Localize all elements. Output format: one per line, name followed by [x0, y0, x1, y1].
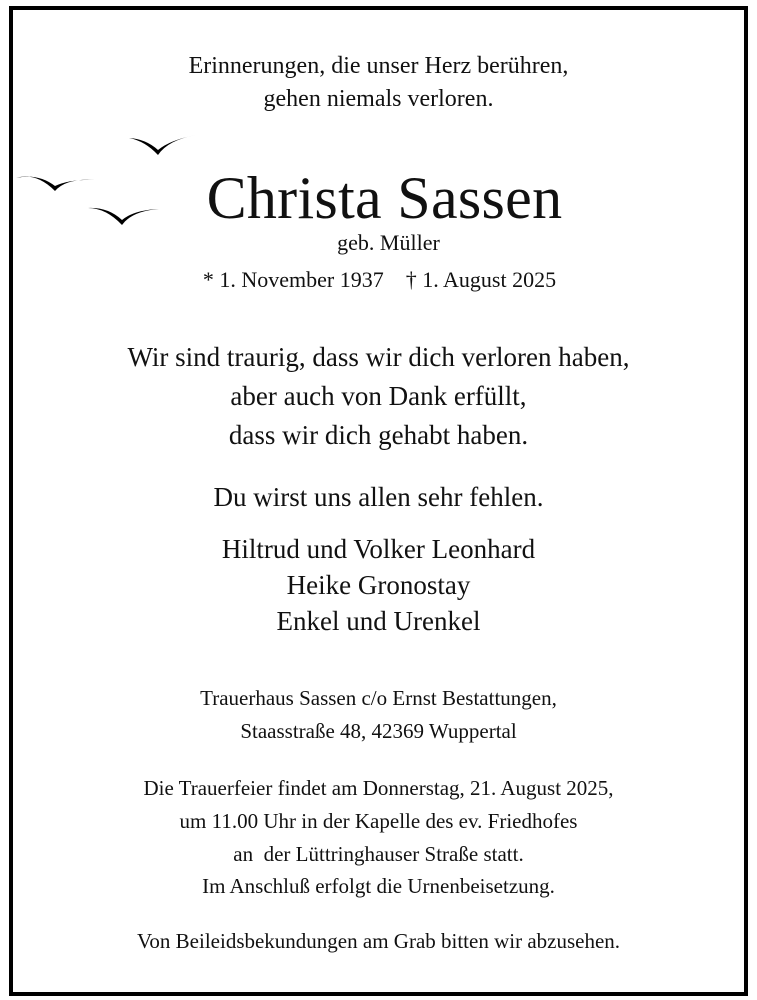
- service-line-2: um 11.00 Uhr in der Kapelle des ev. Friedhofes: [179, 809, 578, 833]
- address-line-2: Staasstraße 48, 42369 Wuppertal: [240, 719, 517, 743]
- family-line-1: Hiltrud und Volker Leonhard: [221, 534, 536, 564]
- quote-line-1: Erinnerungen, die unser Herz berühren,: [188, 53, 569, 79]
- maiden-name: geb. Müller: [337, 230, 440, 255]
- life-dates: [0, 266, 757, 294]
- family-line-2: Heike Gronostay: [286, 570, 471, 600]
- bird-icon: [129, 135, 196, 155]
- service-line-4: Im Anschluß erfolgt die Urnenbeisetzung.: [202, 874, 555, 898]
- message-line-1: Wir sind traurig, dass wir dich verloren haben,: [127, 342, 630, 372]
- birth-date: * 1. November 1937: [202, 267, 384, 292]
- miss-line: Du wirst uns allen sehr fehlen.: [213, 482, 544, 512]
- deceased-name: Christa Sassen: [206, 165, 563, 231]
- quote-line-2: gehen niemals verloren.: [263, 86, 494, 112]
- service-line-3: an der Lüttringhauser Straße statt.: [233, 842, 524, 866]
- message-line-3: dass wir dich gehabt haben.: [228, 420, 529, 450]
- closing-line: Von Beileidsbekundungen am Grab bitten wir abzusehen.: [136, 929, 621, 953]
- family-line-3: Enkel und Urenkel: [276, 606, 481, 636]
- address-line-1: Trauerhaus Sassen c/o Ernst Bestattungen,: [200, 686, 557, 710]
- death-date: † 1. August 2025: [405, 267, 557, 292]
- service-line-1: Die Trauerfeier findet am Donnerstag, 21. August 2025,: [143, 776, 614, 800]
- message-line-2: aber auch von Dank erfüllt,: [230, 381, 527, 411]
